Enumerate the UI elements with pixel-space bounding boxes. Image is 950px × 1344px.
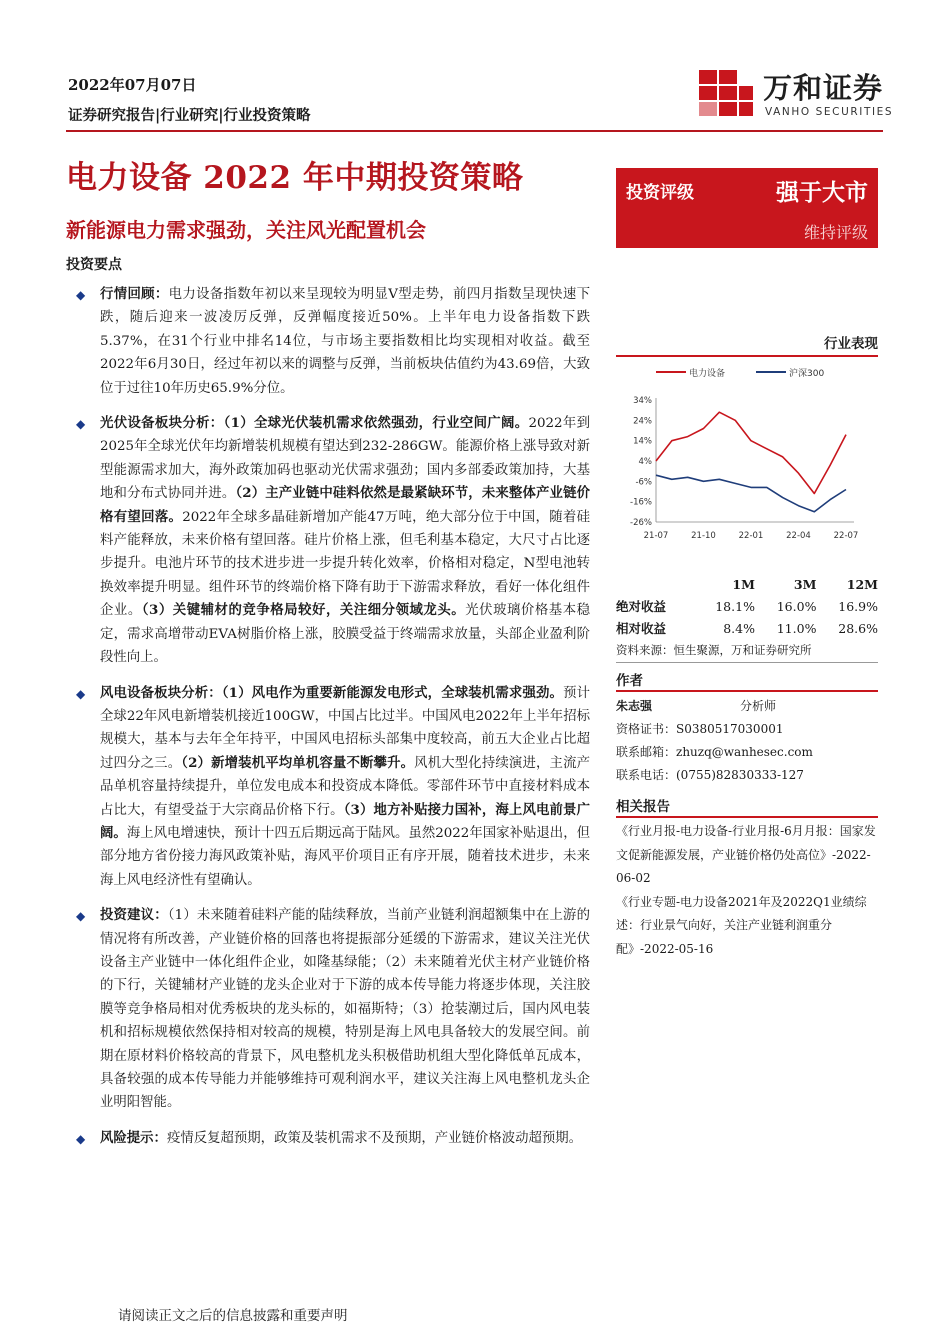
key-points-label: 投资要点 bbox=[66, 257, 122, 273]
bullet-heading: 投资建议： bbox=[100, 907, 168, 924]
diamond-bullet-icon: ◆ bbox=[76, 288, 86, 302]
bullet-heading: 风电设备板块分析： bbox=[100, 684, 222, 701]
legend-label: 电力设备 bbox=[689, 369, 726, 379]
bullet-bold-1: （1）风电作为重要新能源发电形式，全球装机需求强劲。 bbox=[221, 684, 564, 701]
data-source: 资料来源：恒生聚源，万和证券研究所 bbox=[616, 643, 812, 657]
author-block bbox=[616, 695, 878, 787]
returns-header-row bbox=[616, 573, 878, 595]
author-email[interactable]: 联系邮箱：zhuzq@wanhesec.com bbox=[616, 745, 813, 759]
bullet-bold-1: （1）全球光伏装机需求依然强劲，行业空间广阔。 bbox=[223, 415, 529, 432]
table-cell: 11.0% bbox=[776, 620, 817, 636]
page-subtitle: 新能源电力需求强劲，关注风光配置机会 bbox=[66, 218, 426, 242]
y-tick-label: 14% bbox=[633, 436, 652, 447]
y-tick-label: 34% bbox=[633, 396, 652, 406]
bullet-text-2: 风机大型化持续演进，主流产品单机容量持续提升，单位发电成本和投资成本降低。零部件环节中直接材料成本占比大，有望受益于大宗商品价格下行。 bbox=[100, 755, 591, 818]
bullet-bold-2: （2）主产业链中硅料依然是最紧缺环节，未来整体产业链价格有望回落。 bbox=[100, 485, 590, 525]
returns-header: 1M bbox=[732, 576, 755, 592]
main-content bbox=[68, 283, 590, 1162]
x-tick-label: 21-07 bbox=[643, 531, 669, 541]
y-tick-label: -16% bbox=[630, 497, 652, 508]
row-label: 绝对收益 bbox=[616, 599, 667, 614]
table-cell: 18.1% bbox=[715, 598, 755, 614]
bullet-risk bbox=[68, 1127, 590, 1150]
rating-box bbox=[616, 168, 878, 248]
performance-chart bbox=[616, 362, 878, 552]
bullet-investment-advice bbox=[68, 904, 590, 1115]
bullet-wind-analysis bbox=[68, 682, 590, 893]
x-tick-label: 22-07 bbox=[833, 531, 859, 541]
diamond-bullet-icon: ◆ bbox=[76, 909, 86, 924]
series-line bbox=[656, 412, 846, 493]
legend-label: 沪深300 bbox=[789, 369, 825, 379]
diamond-bullet-icon: ◆ bbox=[76, 417, 86, 432]
performance-title: 行业表现 bbox=[824, 336, 878, 352]
diamond-bullet-icon: ◆ bbox=[76, 1131, 86, 1146]
bullet-market-review bbox=[68, 283, 590, 400]
logo-mark-icon bbox=[697, 62, 757, 122]
author-name: 朱志强 bbox=[616, 699, 653, 713]
bullet-text-1: 预计全球22年风电新增装机接近100GW，中国占比过半。中国风电2022年上半年招标规模大，基本与去年全年持平，中国风电招标头部集中度较高，前五大企业占比超过四分之三。 bbox=[100, 685, 590, 771]
author-role: 分析师 bbox=[740, 699, 777, 713]
author-phone: 联系电话：(0755)82830333-127 bbox=[616, 768, 804, 782]
company-logo bbox=[697, 62, 897, 122]
bullet-heading: 风险提示： bbox=[100, 1129, 167, 1146]
bullet-heading: 行情回顾： bbox=[100, 286, 169, 302]
table-cell: 28.6% bbox=[838, 620, 878, 636]
bullet-bold-3: （3）关键辅材的竞争格局较好，关注细分领域龙头。 bbox=[141, 602, 466, 619]
table-row bbox=[616, 595, 878, 617]
rating-label: 投资评级 bbox=[626, 183, 694, 203]
footer-disclaimer: 请阅读正文之后的信息披露和重要声明 bbox=[118, 1308, 348, 1324]
bullet-bold-3: （3）地方补贴接力国补，海上风电前景广阔。 bbox=[100, 801, 590, 841]
bullet-text-2: 2022年全球多晶硅新增加产能47万吨，绝大部分位于中国，随着硅料产能释放，未来价格有望回落。硅片价格上涨，但毛利基本稳定，大尺寸占比逐步提升。电池片环节的技术进步进一步提升转化效率，价格相对稳定，N型电池转换效率提升明显。组件环节的终端价格下降有助于下游需求释放，看好一体化组件企业。 bbox=[100, 509, 590, 619]
row-label: 相对收益 bbox=[616, 621, 667, 636]
series-line bbox=[656, 475, 846, 512]
related-rule bbox=[616, 816, 878, 818]
logo-name: 万和证券 bbox=[763, 71, 884, 105]
page-title: 电力设备 2022 年中期投资策略 bbox=[66, 160, 524, 196]
table-cell: 16.0% bbox=[776, 598, 817, 614]
related-title: 相关报告 bbox=[616, 799, 670, 815]
header-rule bbox=[66, 130, 883, 132]
x-tick-label: 22-01 bbox=[738, 531, 764, 541]
report-date: 2022年07月07日 bbox=[68, 76, 197, 94]
table-cell: 8.4% bbox=[723, 620, 755, 636]
table-row bbox=[616, 617, 878, 639]
bullet-body: 疫情反复超预期，政策及装机需求不及预期，产业链价格波动超预期。 bbox=[166, 1130, 583, 1146]
performance-rule bbox=[616, 355, 878, 357]
related-report-link[interactable]: 《行业月报-电力设备-行业月报-6月月报：国家发文促新能源发展，产业链价格仍处高位》-2022-06-02 bbox=[616, 824, 876, 885]
bullet-text-1: 2022年到2025年全球光伏年均新增装机规模有望达到232-286GW。能源价格上涨导致对新型能源需求加大，海外政策加码也驱动光伏需求强劲；国内多部委政策加持，大基地和分布式协同并进。 bbox=[100, 416, 591, 502]
logo-subtitle: VANHO SECURITIES bbox=[765, 106, 894, 118]
bullet-bold-2: （2）新增装机平均单机容量不断攀升。 bbox=[181, 754, 415, 771]
x-tick-label: 22-04 bbox=[786, 531, 811, 541]
y-tick-label: -6% bbox=[635, 477, 652, 488]
source-rule bbox=[616, 662, 878, 663]
bullet-heading: 光伏设备板块分析： bbox=[100, 415, 224, 432]
related-report-link[interactable]: 《行业专题-电力设备2021年及2022Q1业绩综述：行业景气向好，关注产业链利润重分配》-2022-05-16 bbox=[616, 894, 867, 956]
returns-header: 12M bbox=[846, 576, 878, 592]
bullet-pv-analysis bbox=[68, 412, 590, 669]
returns-table bbox=[616, 573, 878, 639]
y-tick-label: -26% bbox=[630, 518, 652, 528]
author-title: 作者 bbox=[616, 673, 643, 689]
rating-status: 维持评级 bbox=[803, 223, 868, 242]
related-reports bbox=[616, 820, 878, 961]
bullet-body: （1）未来随着硅料产能的陆续释放，当前产业链利润超额集中在上游的情况将有所改善，产业链价格的回落也将提振部分延缓的下游需求，建议关注光伏设备主产业链中一体化组件企业，如隆基绿能；（2）未来随着光伏主材产业链价格的下行，关键辅材产业链的龙头企业对于下游的成本传导能力将逐步体现，关注胶膜等竞争格局相对优秀板块的龙头标的，如福斯特；（3）抢装潮过后，国内风电装机和招标规模依然保持相对较高的规模，特别是海上风电具备较大的发展空间。前期在原材料价格较高的背景下，风电整机龙头积极借助机组大型化降低单瓦成本，具备较强的成本传导能力并能够维持可观利润水平，建议关注海上风电整机龙头企业明阳智能。 bbox=[100, 908, 590, 1111]
rating-value: 强于大市 bbox=[776, 179, 868, 206]
table-cell: 16.9% bbox=[838, 598, 878, 614]
returns-header: 3M bbox=[793, 576, 817, 592]
y-tick-label: 4% bbox=[638, 457, 652, 467]
x-tick-label: 21-10 bbox=[691, 531, 716, 541]
bullet-text-3: 光伏玻璃价格基本稳定，需求高增带动EVA树脂价格上涨，胶膜受益于终端需求放量，头部企业盈利阶段性向上。 bbox=[100, 603, 591, 666]
diamond-bullet-icon: ◆ bbox=[76, 686, 86, 701]
author-cert: 资格证书：S0380517030001 bbox=[616, 722, 784, 736]
report-type: 证券研究报告|行业研究|行业投资策略 bbox=[68, 107, 311, 124]
y-tick-label: 24% bbox=[633, 416, 652, 427]
bullet-body: 电力设备指数年初以来呈现较为明显V型走势，前四月指数呈现快速下跌，随后迎来一波凌厉反弹，反弹幅度接近50%。上半年电力设备指数下跌5.37%，在31个行业中排名14位，与市场主要指数相比均实现相对收益。截至2022年6月30日，经过年初以来的调整与反弹，当前板块估值约为43.69倍，大致位于过往10年历史65.9%分位。 bbox=[100, 287, 591, 396]
author-rule bbox=[616, 690, 878, 692]
bullet-text-3: 海上风电增速快，预计十四五后期远高于陆风。虽然2022年国家补贴退出，但部分地方省份接力海风政策补贴，海风平价项目正有序开展，随着技术进步，未来海上风电经济性有望确认。 bbox=[100, 825, 591, 888]
